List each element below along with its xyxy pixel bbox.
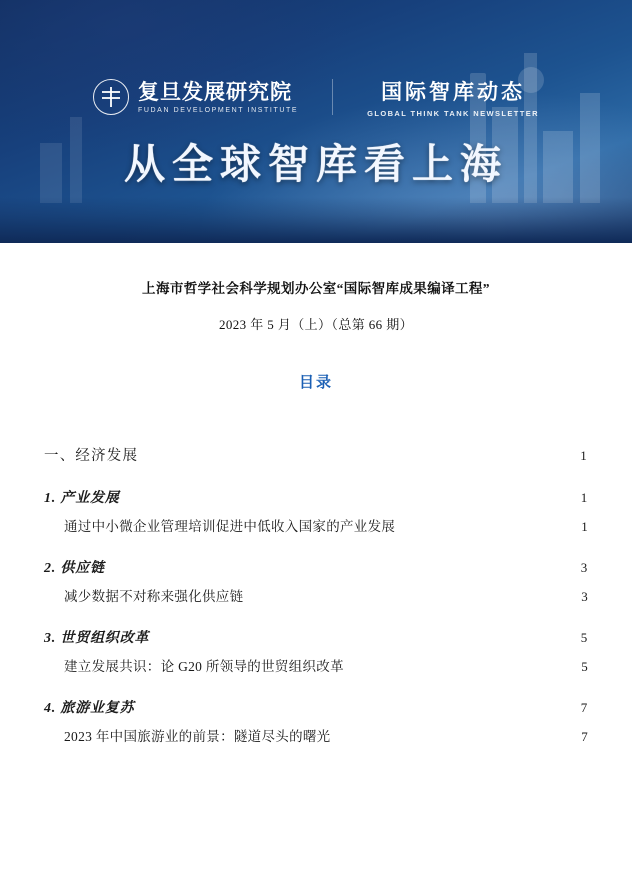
toc-entry[interactable] xyxy=(44,557,588,577)
toc-entry-page: 1 xyxy=(580,448,588,463)
logo-row xyxy=(0,76,632,118)
fudan-institute-logo xyxy=(93,79,298,115)
logo-divider xyxy=(332,79,333,115)
toc-entry[interactable] xyxy=(44,697,588,717)
toc-entry[interactable] xyxy=(44,627,588,647)
toc-entry[interactable] xyxy=(44,655,588,675)
toc-entry-label: 4. 旅游业复苏 xyxy=(44,701,135,716)
toc-entry-label: 2. 供应链 xyxy=(44,561,105,576)
toc-entry[interactable] xyxy=(44,585,588,605)
toc-entry-page: 7 xyxy=(580,700,588,715)
toc-entry-page: 5 xyxy=(580,630,588,645)
project-subtitle: 上海市哲学社会科学规划办公室“国际智库成果编译工程” xyxy=(142,281,490,296)
cover-main-title: 从全球智库看上海 xyxy=(124,141,508,187)
toc-entry-label: 2023 年中国旅游业的前景：隧道尽头的曙光 xyxy=(64,729,331,744)
fudan-emblem-icon xyxy=(93,79,129,115)
toc-entry-label: 建立发展共识：论 G20 所领导的世贸组织改革 xyxy=(64,659,344,674)
toc-entry-page: 1 xyxy=(580,490,588,505)
toc-entry-page: 5 xyxy=(581,659,588,674)
toc-entry-label: 3. 世贸组织改革 xyxy=(44,631,150,646)
toc-entry[interactable] xyxy=(44,725,588,745)
cover-banner xyxy=(0,0,632,243)
page-title: 目录 xyxy=(298,375,333,391)
toc-entry-label: 减少数据不对称来强化供应链 xyxy=(64,589,244,604)
toc-entry-page: 1 xyxy=(581,519,588,534)
newsletter-name-cn: 国际智库动态 xyxy=(381,80,526,104)
document-body xyxy=(0,277,632,745)
toc-entry-label: 1. 产业发展 xyxy=(44,491,120,506)
toc-entry-page: 3 xyxy=(580,560,588,575)
toc-entry[interactable] xyxy=(44,515,588,535)
newsletter-name-en: GLOBAL THINK TANK NEWSLETTER xyxy=(367,109,539,118)
toc-entry-page: 3 xyxy=(581,589,588,604)
institute-name-cn: 复旦发展研究院 xyxy=(138,80,292,105)
table-of-contents xyxy=(44,444,588,745)
toc-entry[interactable] xyxy=(44,444,588,465)
toc-entry-page: 7 xyxy=(581,729,588,744)
institute-name-en: FUDAN DEVELOPMENT INSTITUTE xyxy=(138,106,299,114)
newsletter-logo xyxy=(367,76,539,118)
toc-entry-label: 一、经济发展 xyxy=(44,448,139,464)
issue-line: 2023 年 5 月（上）（总第 66 期） xyxy=(218,317,414,332)
toc-entry[interactable] xyxy=(44,487,588,507)
toc-entry-label: 通过中小微企业管理培训促进中低收入国家的产业发展 xyxy=(64,519,396,534)
